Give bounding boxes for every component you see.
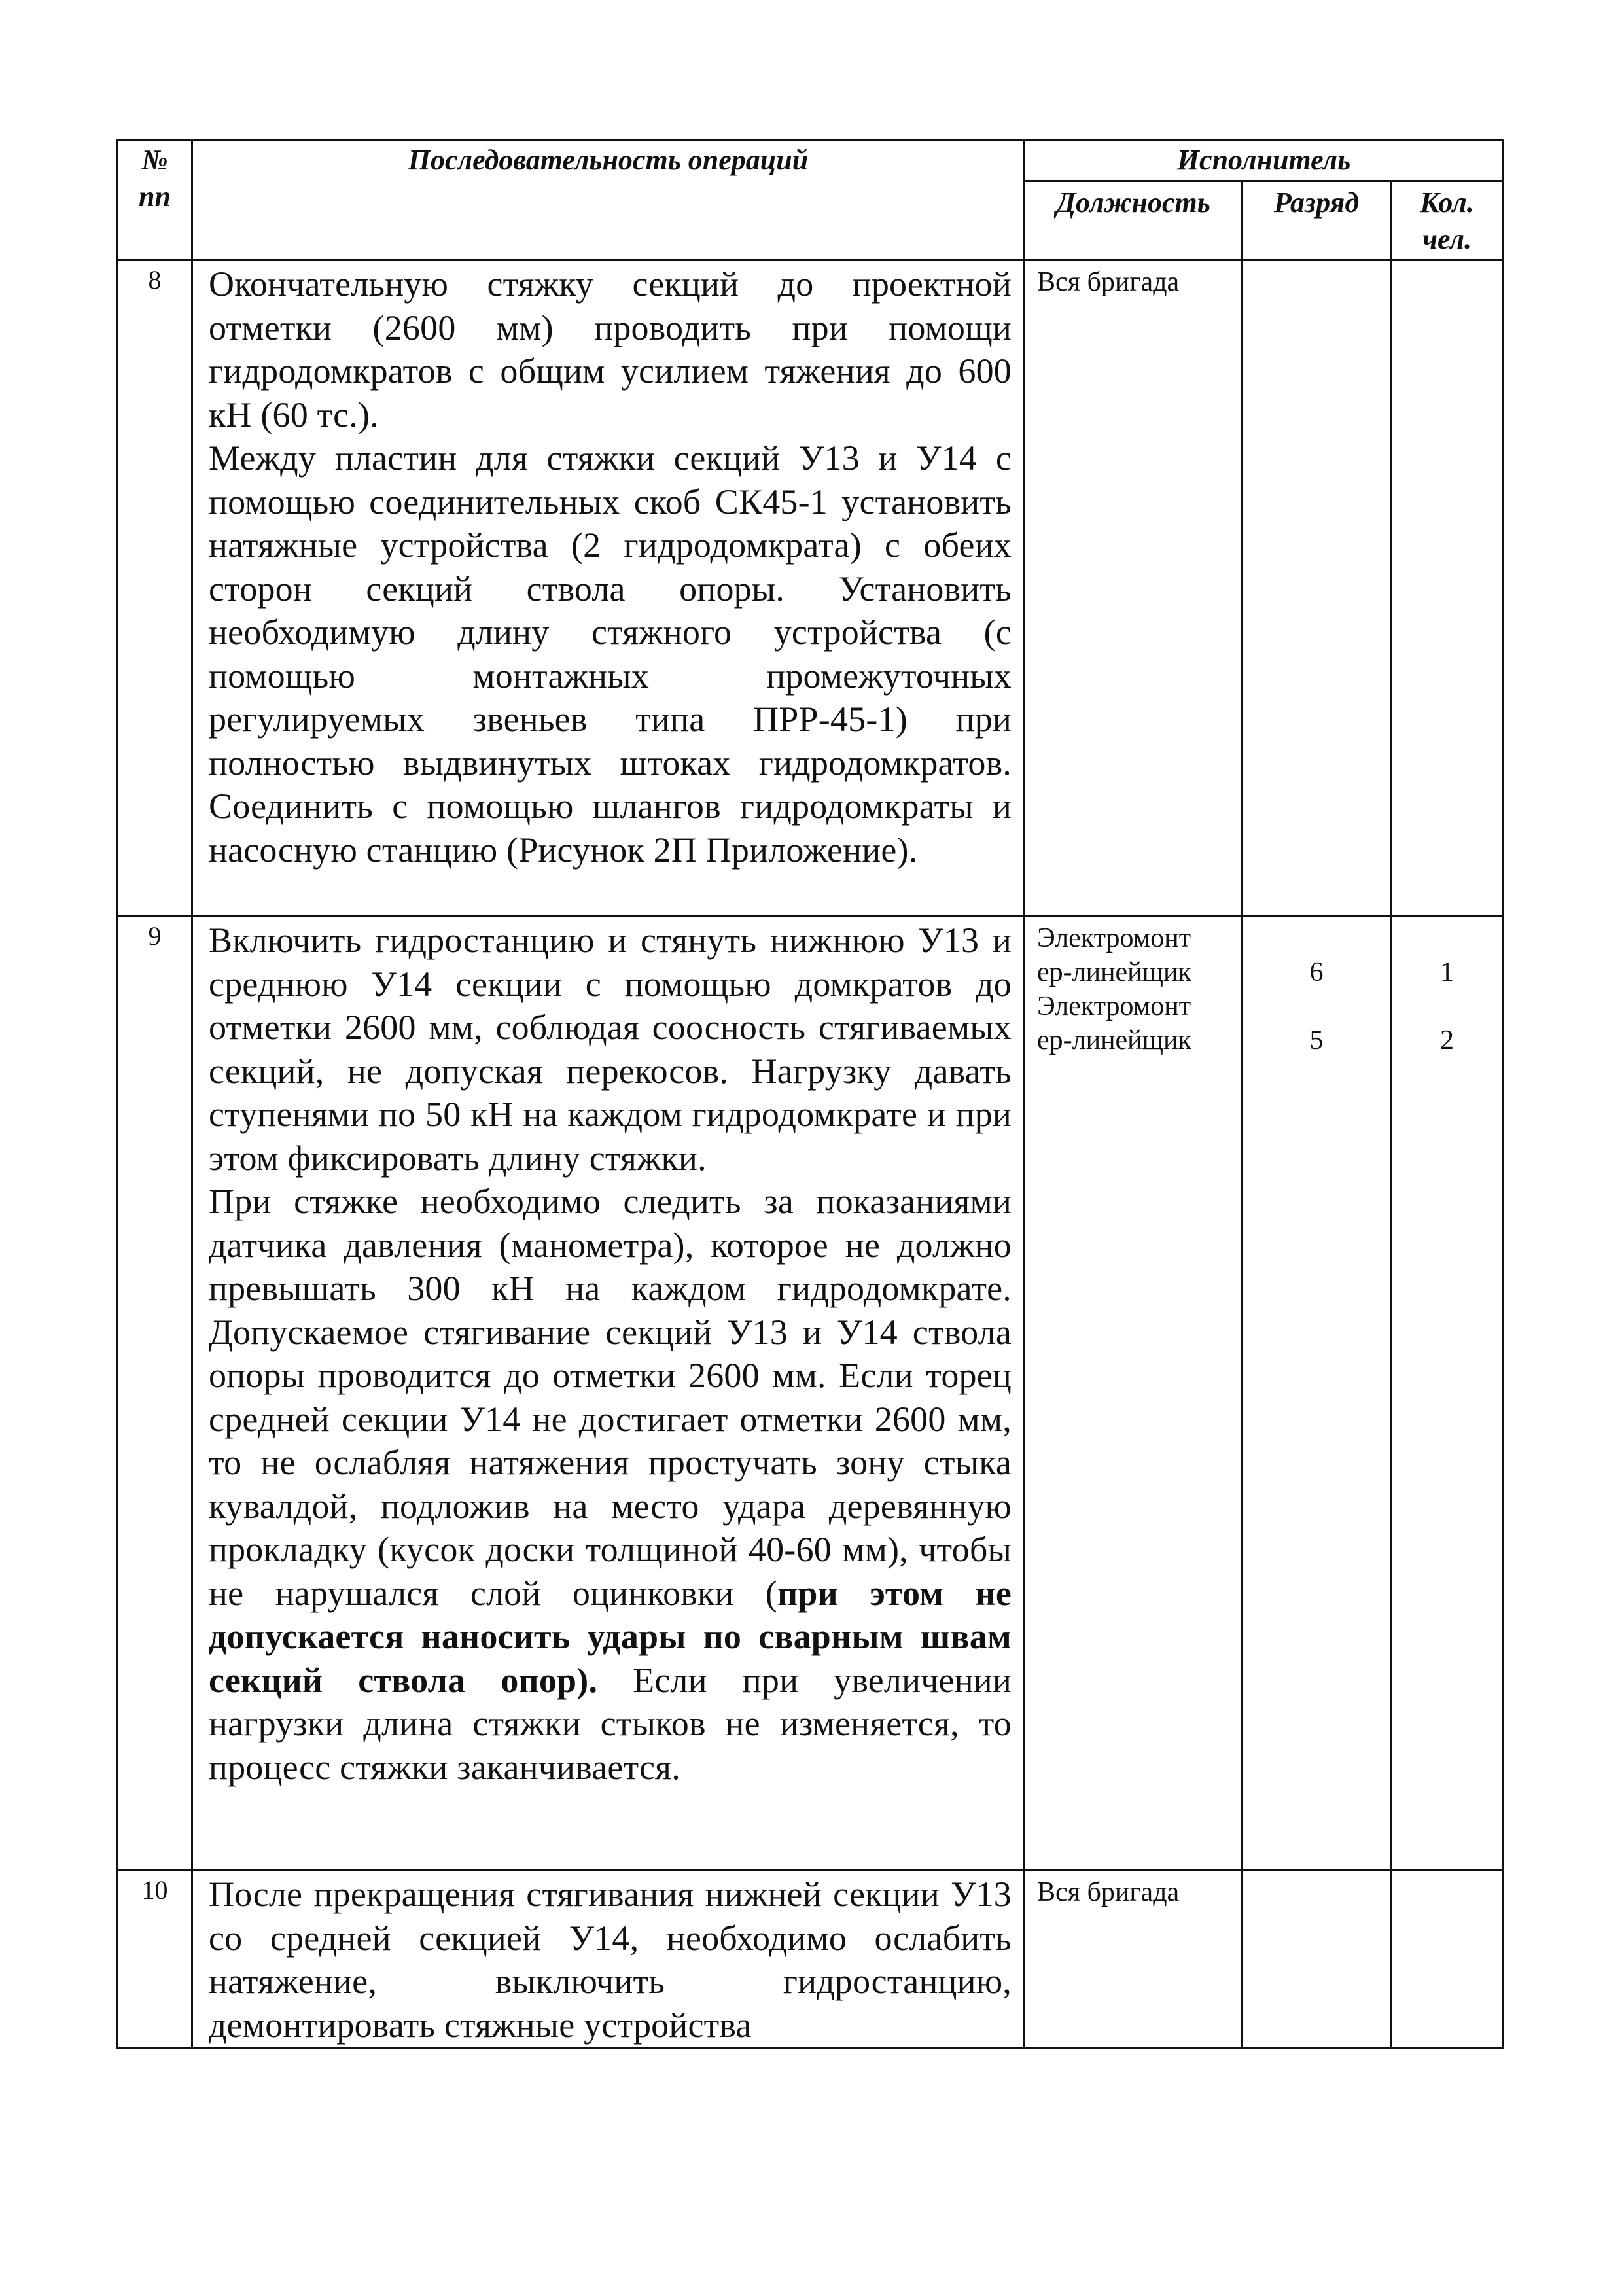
grade-cell (1243, 917, 1391, 1871)
operation-paragraph: Окончательную стяжку секций до проектной отметки (2600 мм) проводить при помощи гидродомкратов с общим усилием тяжения до 600 кН (60 тс.). (209, 264, 1012, 434)
operation-paragraph (209, 1180, 1012, 1789)
position-cell: Электромонт ер-линейщик Электромонт ер-линейщик (1025, 917, 1243, 1871)
row-number: 8 (118, 260, 192, 917)
grade-value: 5 (1309, 1025, 1324, 1055)
header-num: № пп (118, 140, 192, 260)
header-position: Должность (1025, 181, 1243, 260)
header-executor: Исполнитель (1025, 140, 1504, 181)
table-row (118, 260, 1504, 917)
count-cell (1391, 917, 1504, 1871)
position-cell: Вся бригада (1025, 260, 1243, 917)
operations-table (116, 139, 1504, 2049)
operation-text (192, 1871, 1025, 2048)
operation-paragraph: Включить гидростанцию и стянуть нижнюю У13 и среднюю У14 секции с помощью домкратов до отметки 2600 мм, соблюдая соосность стягиваемых секций, не допуская перекосов. Нагрузку давать ступенями по 50 кН на каждом гидродомкрате и при этом фиксировать длину стяжки. (209, 921, 1012, 1178)
position-cell: Вся бригада (1025, 1871, 1243, 2048)
operation-paragraph: После прекращения стягивания нижней секции У13 со средней секцией У14, необходимо ослабить натяжение, выключить гидростанцию, демонтировать стяжные устройства (209, 1875, 1012, 2045)
operation-paragraph: Между пластин для стяжки секций У13 и У14 с помощью соединительных скоб СК45-1 установить натяжные устройства (2 гидродомкрата) с обеих сторон секций ствола опоры. Установить необходимую длину стяжного устройства (с помощью монтажных промежуточных регулируемых звеньев типа ПРР-45-1) при полностью выдвинутых штоках гидродомкратов. Соединить с помощью шлангов гидродомкраты и насосную станцию (Рисунок 2П Приложение). (209, 438, 1012, 870)
row-number: 10 (118, 1871, 192, 2048)
header-operations: Последовательность операций (192, 140, 1025, 260)
count-cell (1391, 260, 1504, 917)
table-row (118, 917, 1504, 1871)
count-value: 2 (1440, 1025, 1454, 1055)
row-number: 9 (118, 917, 192, 1871)
operation-text (192, 260, 1025, 917)
operation-text-part: Если при увеличении нагрузки длина стяжки стыков не изменяется, то процесс стяжки заканчивается. (209, 1660, 1012, 1787)
grade-cell (1243, 1871, 1391, 2048)
operation-text-part: При стяжке необходимо следить за показаниями датчика давления (манометра), которое не должно превышать 300 кН на каждом гидродомкрате. Допускаемое стягивание секций У13 и У14 ствола опоры проводится до отметки 2600 мм. Если торец средней секции У14 не достигает отметки 2600 мм, то не ослабляя натяжения простучать зону стыка кувалдой, подложив на место удара деревянную прокладку (кусок доски толщиной 40-60 мм), чтобы не нарушался слой оцинковки ( (209, 1182, 1012, 1613)
operation-text (192, 917, 1025, 1871)
grade-value: 6 (1309, 957, 1324, 987)
grade-cell (1243, 260, 1391, 917)
table-row (118, 1871, 1504, 2048)
count-value: 1 (1440, 957, 1454, 987)
table-header-row (118, 140, 1504, 181)
operation-warning-bold: при этом не допускается наносить удары по сварным швам секций ствола опор). (209, 1573, 1012, 1700)
header-grade: Разряд (1243, 181, 1391, 260)
header-count: Кол. чел. (1391, 181, 1504, 260)
count-cell (1391, 1871, 1504, 2048)
